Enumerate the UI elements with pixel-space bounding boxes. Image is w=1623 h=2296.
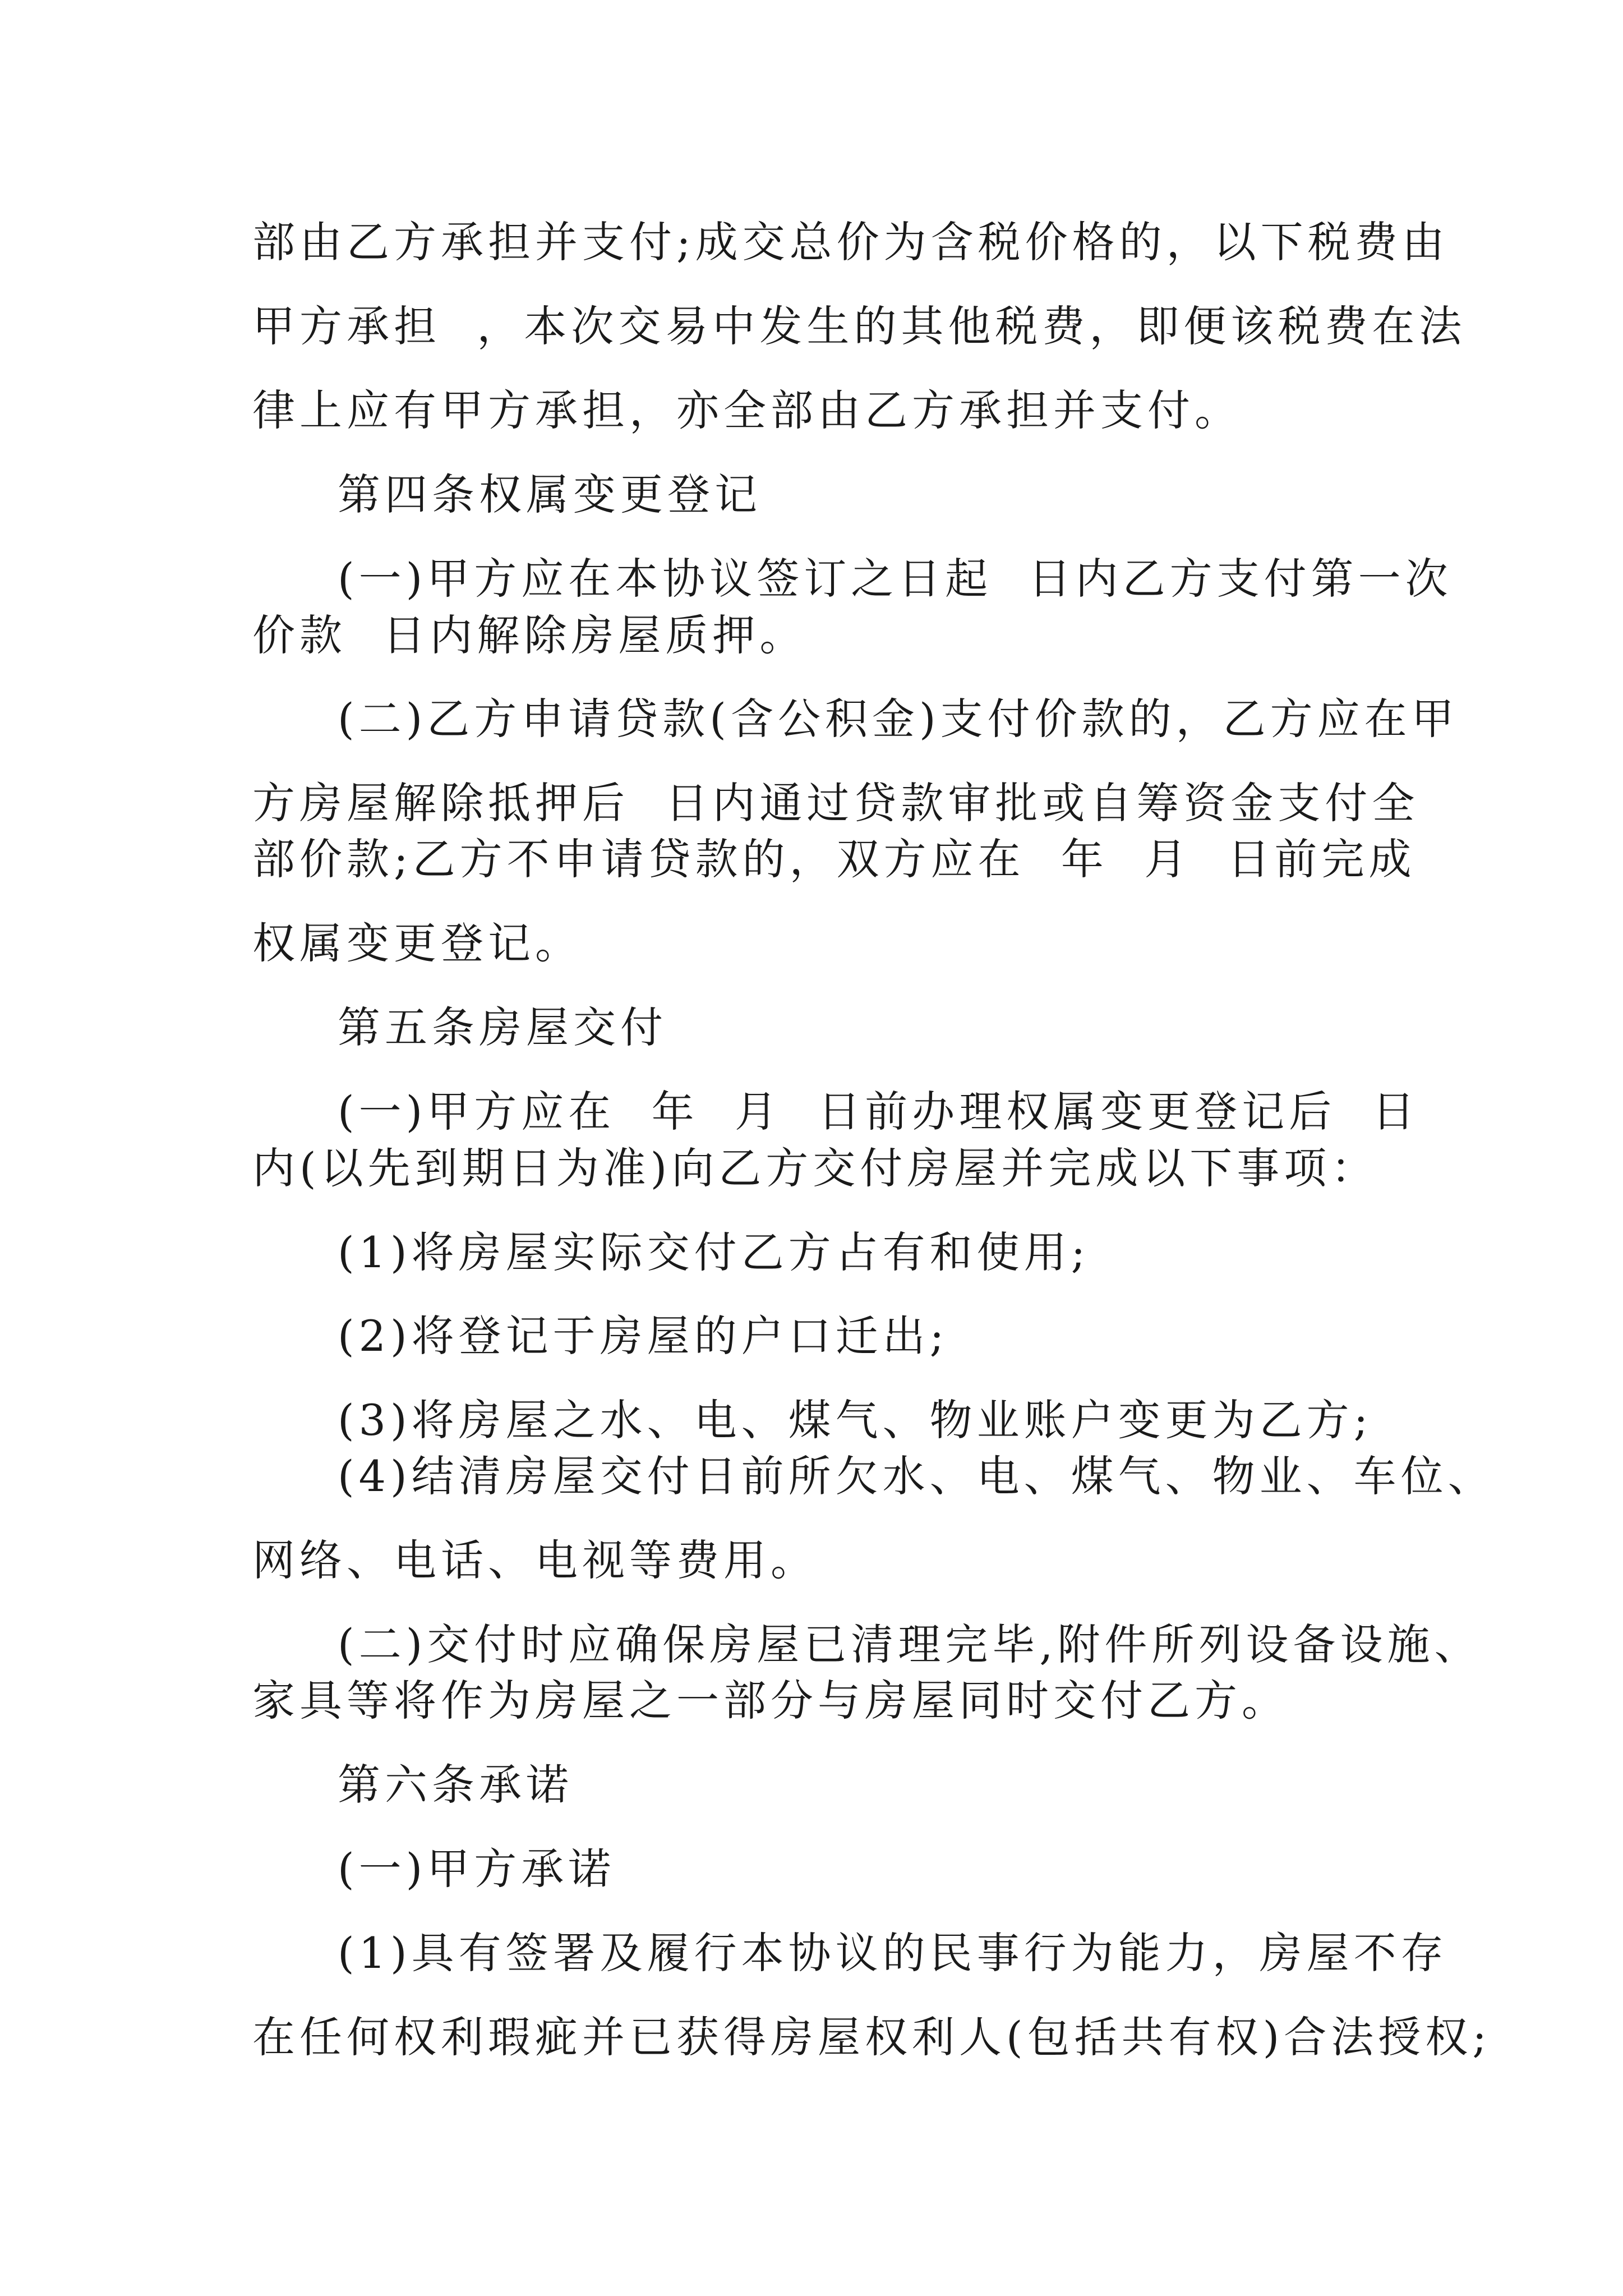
text-line: (一)甲方应在本协议签订之日起 日内乙方支付第一次 <box>338 554 1453 604</box>
text-line: 部价款;乙方不申请贷款的，双方应在 年 月 日前完成 <box>252 834 1416 884</box>
text-line: 部由乙方承担并支付;成交总价为含税价格的，以下税费由 <box>252 217 1449 267</box>
text-line: 方房屋解除抵押后 日内通过贷款审批或自筹资金支付全 <box>252 778 1419 828</box>
text-line: 律上应有甲方承担，亦全部由乙方承担并支付。 <box>252 385 1242 435</box>
text-line: 权属变更登记。 <box>252 918 582 968</box>
section-heading: 第五条房屋交付 <box>338 1002 667 1052</box>
text-line: (1)具有签署及履行本协议的民事行为能力，房屋不存 <box>338 1928 1448 1978</box>
text-line: (1)将房屋实际交付乙方占有和使用; <box>338 1227 1090 1277</box>
section-heading: 第四条权属变更登记 <box>338 470 762 519</box>
text-line: (4)结清房屋交付日前所欠水、电、煤气、物业、车位、 <box>338 1451 1495 1501</box>
text-line: (2)将登记于房屋的户口迁出; <box>338 1311 949 1361</box>
text-line: (一)甲方应在 年 月 日前办理权属变更登记后 日 <box>338 1087 1419 1137</box>
text-line: 价款 日内解除房屋质押。 <box>252 610 807 660</box>
text-line: (一)甲方承诺 <box>338 1844 616 1894</box>
text-line: 网络、电话、电视等费用。 <box>252 1535 818 1585</box>
text-line: 内(以先到期日为准)向乙方交付房屋并完成以下事项： <box>252 1143 1378 1193</box>
text-line: (3)将房屋之水、电、煤气、物业账户变更为乙方; <box>338 1395 1373 1445</box>
text-line: (二)乙方申请贷款(含公积金)支付价款的，乙方应在甲 <box>338 694 1459 744</box>
text-line: 在任何权利瑕疵并已获得房屋权利人(包括共有权)合法授权; <box>252 2012 1491 2062</box>
text-line: 家具等将作为房屋之一部分与房屋同时交付乙方。 <box>252 1676 1289 1726</box>
text-line: (二)交付时应确保房屋已清理完毕,附件所列设备设施、 <box>338 1619 1482 1669</box>
section-heading: 第六条承诺 <box>338 1760 573 1810</box>
text-line: 甲方承担 ，本次交易中发生的其他税费，即便该税费在法 <box>252 301 1467 351</box>
